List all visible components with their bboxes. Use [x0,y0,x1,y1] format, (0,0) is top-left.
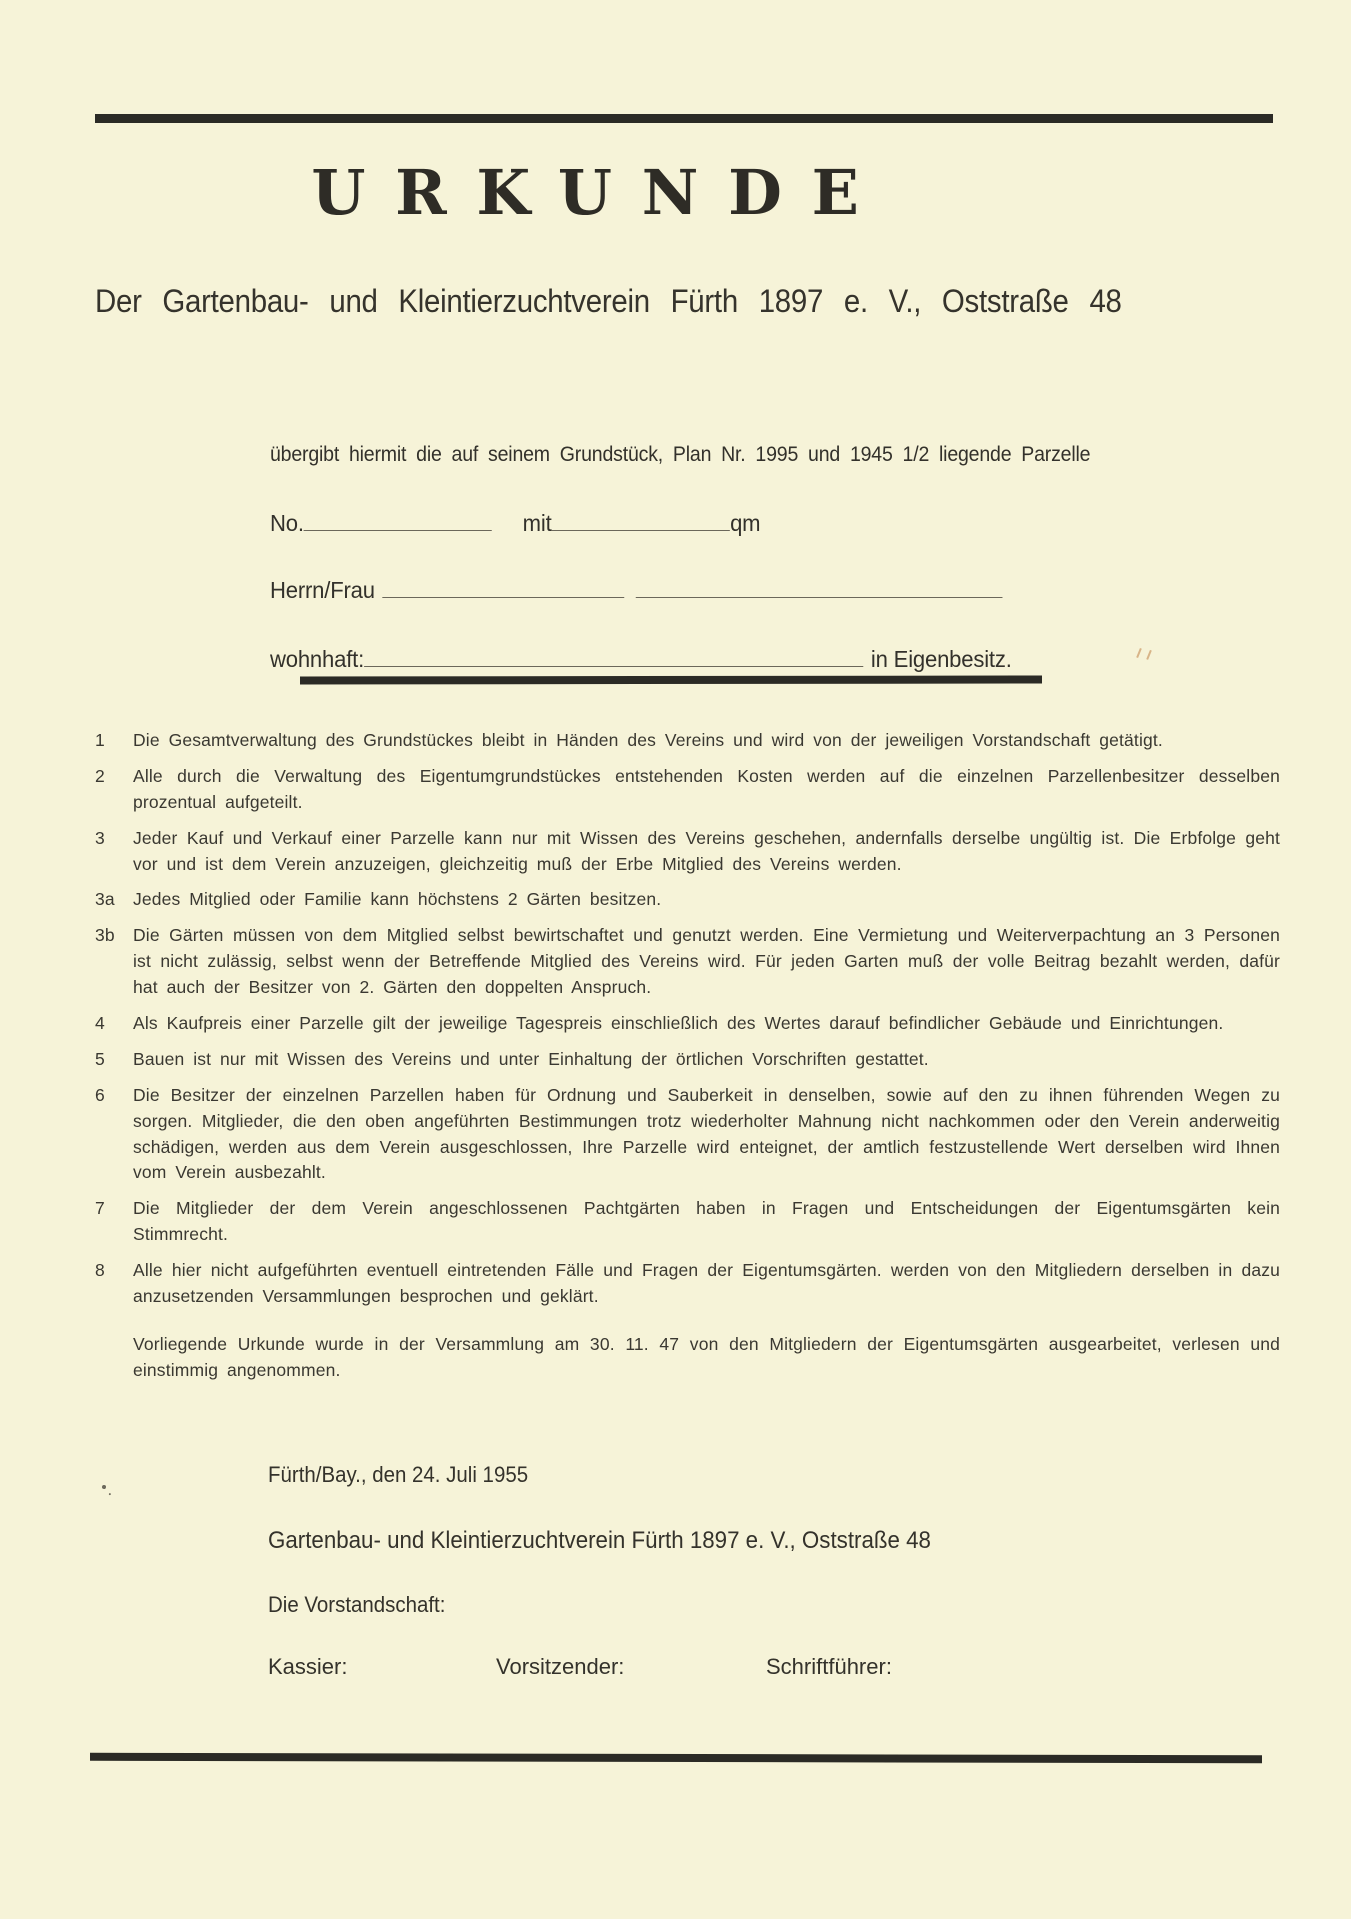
term-item [95,1047,1280,1073]
role-kassier: Kassier: [268,1654,348,1679]
area-label: mit [522,510,552,537]
term-number: 3 [95,827,105,848]
board-label: Die Vorstandschaft: [268,1592,446,1617]
term-item [95,1258,1280,1310]
term-item [95,1196,1280,1248]
signature-block [268,1462,1228,1680]
section-divider-rule [300,675,1042,684]
term-number: 5 [95,1048,105,1069]
term-text: Bauen ist nur mit Wissen des Vereins und unter Einhaltung der örtlichen Vorschriften gestattet. [133,1048,929,1069]
term-text: Die Besitzer der einzelnen Parzellen haben für Ordnung und Sauberkeit in denselben, sowie auf den zu ihnen führenden Wegen zu sorgen. Mitglieder, die den oben angeführten Bestimmungen trotz wiederholter Mahnung nicht nachkommen oder den Verein anderweitig schädigen, werden aus dem Verein ausgeschlossen, Ihre Parzelle wird enteignet, der amtlich festzustellende Wert derselben wird Ihnen vom Verein ausbezahlt. [133,1084,1280,1183]
term-item [95,764,1280,816]
parcel-number-row [270,505,760,537]
term-item [95,1083,1280,1187]
resolution-statement: Vorliegende Urkunde wurde in der Versammlung am 30. 11. 47 von den Mitgliedern der Eigentumsgärten ausgearbeitet, verlesen und einstimmig angenommen. [133,1333,1280,1380]
term-number: 8 [95,1260,105,1281]
residence-label: wohnhaft: [270,646,365,673]
role-vorsitzender: Vorsitzender: [496,1654,625,1679]
place-and-date: Fürth/Bay., den 24. Juli 1955 [268,1462,529,1487]
term-number: 6 [95,1084,105,1105]
term-number: 4 [95,1013,105,1034]
signature-roles-row [268,1654,1228,1680]
owner-name-row [270,572,1003,604]
term-number: 1 [95,730,105,750]
owner-name-label: Herrn/Frau [270,577,375,604]
terms-list [95,728,1280,1384]
term-text: Die Gärten müssen von dem Mitglied selbst bewirtschaftet und genutzt werden. Eine Vermietung und Weiterverpachtung an 3 Personen ist nicht zulässig, selbst wenn der Betreffende Mitglied des Vereins wird. Für jeden Garten muß der volle Beitrag bezahlt werden, dafür hat auch der Besitzer von 2. Gärten den doppelten Anspruch. [133,925,1280,998]
area-unit-label: qm [730,510,761,537]
term-text: Alle durch die Verwaltung des Eigentumgrundstückes entstehenden Kosten werden auf die einzelnen Parzellenbesitzer desselben prozentual aufgeteilt. [133,765,1280,812]
bottom-rule [90,1753,1262,1763]
term-text: Als Kaufpreis einer Parzelle gilt der jeweilige Tagespreis einschließlich des Wertes darauf befindlicher Gebäude und Einrichtungen. [133,1013,1224,1034]
owner-name-blank-2 [636,572,1003,598]
parcel-number-blank [304,505,492,531]
role-schriftfuehrer: Schriftführer: [766,1654,892,1679]
top-rule [95,114,1273,123]
term-text: Alle hier nicht aufgeführten eventuell eintretenden Fälle und Fragen der Eigentumsgärten. werden von den Mitgliedern derselben in dazu anzusetzenden Versammlungen besprochen und geklärt. [133,1260,1280,1307]
organization-header: Der Gartenbau- und Kleintierzuchtverein Fürth 1897 e. V., Oststraße 48 [95,283,1122,319]
ownership-label: in Eigenbesitz. [870,646,1012,673]
term-text: Jeder Kauf und Verkauf einer Parzelle kann nur mit Wissen des Vereins geschehen, andernfalls derselbe ungültig ist. Die Erbfolge geht vor und ist dem Verein anzuzeigen, gleichzeitig muß der Erbe Mitglied des Vereins werden. [133,827,1280,874]
transfer-statement: übergibt hiermit die auf seinem Grundstück, Plan Nr. 1995 und 1945 1/2 liegende Parzelle [270,443,1091,466]
parcel-number-label: No. [270,510,304,537]
term-text: Jedes Mitglied oder Familie kann höchstens 2 Gärten besitzen. [133,889,662,910]
term-number: 7 [95,1198,105,1219]
term-item [95,1011,1280,1037]
term-number: 3a [95,889,115,910]
owner-name-blank-1 [383,572,625,598]
area-blank [552,505,731,531]
page-title: URKUNDE [311,156,889,229]
residence-blank [364,641,863,667]
term-number: 3b [95,925,115,946]
term-number: 2 [95,765,105,786]
scan-artifact [1136,648,1142,658]
term-item [95,923,1280,1001]
term-text: Die Mitglieder der dem Verein angeschlossenen Pachtgärten haben in Fragen und Entscheidungen der Eigentumsgärten kein Stimmrecht. [133,1198,1280,1245]
residence-row [270,641,1012,673]
organization-signature-line: Gartenbau- und Kleintierzuchtverein Fürth 1897 e. V., Oststraße 48 [268,1527,931,1554]
term-item [95,728,1280,754]
term-item [95,826,1280,878]
term-text: Die Gesamtverwaltung des Grundstückes bleibt in Händen des Vereins und wird von der jeweiligen Vorstandschaft getätigt. [133,730,1163,750]
ink-speck [102,1485,107,1490]
term-item [95,887,1280,913]
